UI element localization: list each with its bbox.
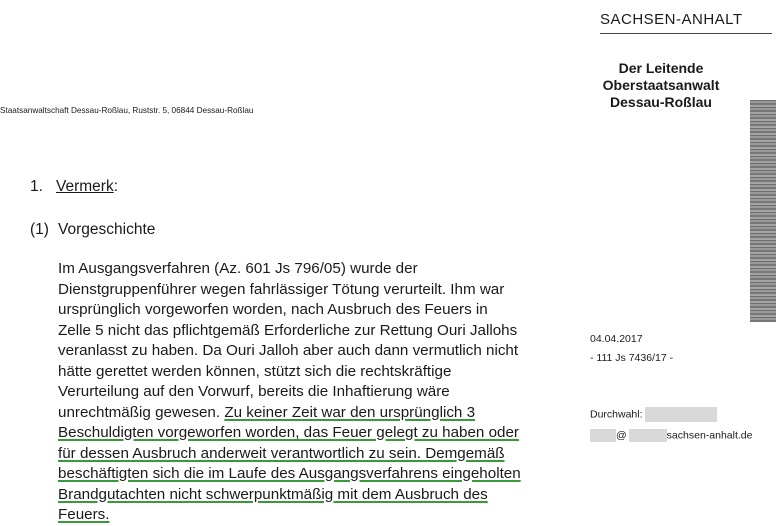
email-at-sign: @ — [616, 429, 627, 442]
office-title — [586, 60, 736, 111]
marked-paragraph-line: Brandgutachten nicht schwerpunktmäßig mit dem Ausbruch des — [58, 485, 488, 503]
section-title-colon: : — [113, 178, 119, 195]
email-address — [590, 429, 752, 442]
office-title-line-1: Der Leitende — [618, 60, 704, 76]
office-title-line-3: Dessau-Roßlau — [610, 94, 712, 110]
scan-artifact-strip — [750, 100, 776, 322]
phone-extension — [590, 407, 717, 422]
subsection-number: (1) — [30, 221, 49, 238]
section-number: 1. — [30, 178, 43, 195]
paragraph-line: Dienstgruppenführer wegen fahrlässiger Tötung verurteilt. Ihm war — [58, 280, 505, 298]
paragraph-line: Im Ausgangsverfahren (Az. 601 Js 796/05) wurde der — [58, 260, 418, 277]
paragraph-line-plain: unrechtmäßig gewesen. — [58, 403, 225, 421]
paragraph-line: hätte gerettet werden können, stützt sich die rechtskräftige — [58, 362, 452, 380]
subsection-heading-vorgeschichte — [30, 221, 155, 239]
section-title: Vermerk — [56, 178, 114, 195]
phone-label: Durchwahl: — [590, 408, 643, 421]
marked-paragraph-line: für dessen Ausbruch anderweit verantwortlich zu sein. Demgemäß — [58, 444, 505, 462]
office-title-line-2: Oberstaatsanwalt — [602, 77, 720, 93]
document-date: 04.04.2017 — [590, 333, 643, 345]
email-domain: sachsen-anhalt.de — [666, 429, 753, 442]
body-paragraph — [58, 259, 588, 526]
paragraph-line — [58, 403, 588, 424]
paragraph-line: ursprünglich vorgeworfen worden, nach Ausbruch des Feuers in — [58, 301, 488, 318]
paragraph-line: veranlasst zu haben. Da Ouri Jalloh aber auch dann vermutlich nicht — [58, 342, 519, 359]
marked-paragraph-line: beschäftigten sich die im Laufe des Ausgangsverfahrens eingeholten — [58, 465, 521, 482]
marked-paragraph-line: Feuers. — [58, 506, 110, 523]
redacted-email-user — [590, 429, 616, 442]
section-heading-vermerk — [30, 178, 118, 196]
subsection-title: Vorgeschichte — [58, 221, 156, 238]
paragraph-line: Zelle 5 nicht das pflichtgemäß Erforderliche zur Rettung Ouri Jallohs — [58, 321, 518, 339]
marked-text: Zu keiner Zeit war den ursprünglich 3 — [224, 403, 476, 421]
sender-address-line: Staatsanwaltschaft Dessau-Roßlau, Ruststr. 5, 06844 Dessau-Roßlau — [0, 106, 254, 115]
redacted-phone-number — [645, 407, 717, 422]
redacted-email-part — [629, 429, 667, 442]
marked-paragraph-line: Beschuldigten vorgeworfen worden, das Feuer gelegt zu haben oder — [58, 424, 519, 441]
header-rule — [600, 33, 772, 34]
paragraph-line: Verurteilung auf den Vorwurf, bereits die Inhaftierung wäre — [58, 383, 450, 400]
state-name: SACHSEN-ANHALT — [600, 11, 743, 28]
file-reference: - 111 Js 7436/17 - — [590, 352, 674, 364]
